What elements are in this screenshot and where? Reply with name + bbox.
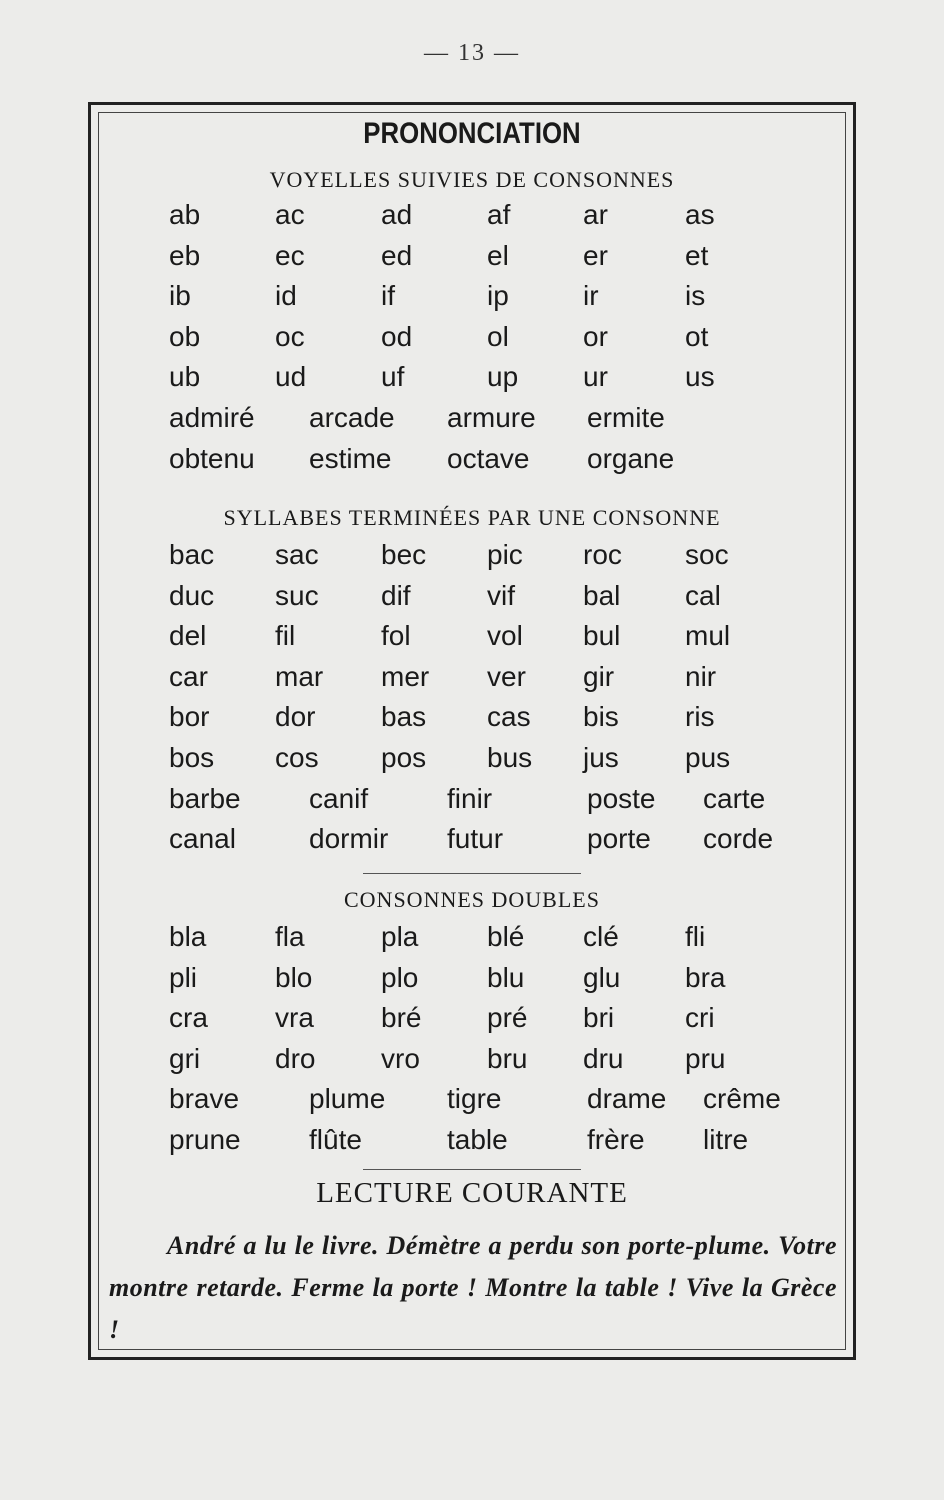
word-cell: poste [587,782,656,814]
word-cell: or [583,320,608,352]
page-number: — 13 — [424,40,520,66]
word-cell: bor [169,701,210,733]
word-cell: ot [685,320,709,352]
syllable-table [169,535,809,860]
word-cell: et [685,239,709,271]
word-cell: carte [703,782,766,814]
reading-text: André a lu le livre. Démètre a perdu son porte-plume. Votre montre retarde. Ferme la porte ! Montre la table ! Vive la Grèce ! [109,1231,837,1344]
word-cell: us [685,361,715,393]
word-cell: litre [703,1123,749,1155]
word-cell: ermite [587,401,665,433]
word-cell: eb [169,239,201,271]
word-row [169,697,809,738]
section-heading-vowels: VOYELLES SUIVIES DE CONSONNES [269,167,675,192]
word-cell: gir [583,660,615,692]
divider [363,873,581,874]
word-cell: dif [381,579,411,611]
word-cell: bul [583,620,621,652]
word-cell: ir [583,280,599,312]
word-cell: porte [587,823,651,855]
word-cell: obtenu [169,442,255,474]
word-cell: cra [169,1002,208,1034]
word-cell: er [583,239,608,271]
word-cell: ver [487,660,526,692]
word-cell: bla [169,921,207,952]
reading-heading: LECTURE COURANTE [316,1177,628,1209]
word-row [169,357,809,398]
word-cell: blu [487,961,525,993]
word-cell: fla [275,921,305,952]
word-cell: octave [447,442,530,474]
word-cell: cos [275,741,319,773]
lesson-frame [88,102,856,1360]
word-row [169,958,809,999]
word-cell: bus [487,741,533,773]
word-cell: bis [583,701,619,733]
word-cell: vro [381,1042,420,1074]
word-cell: uf [381,361,405,393]
vowel-consonant-table [169,195,809,479]
word-cell: dormir [309,823,389,855]
word-cell: ob [169,320,201,352]
word-cell: finir [447,782,493,814]
word-cell: fol [381,620,411,652]
word-row [169,236,809,277]
word-row [169,1039,809,1080]
word-cell: mul [685,620,731,652]
word-cell: ur [583,361,608,393]
word-cell: bra [685,961,726,993]
word-cell: ac [275,199,305,230]
word-cell: cal [685,579,721,611]
word-cell: jus [583,741,619,773]
word-row [169,779,809,820]
word-cell: soc [685,539,729,570]
word-cell: brave [169,1083,240,1115]
word-cell: oc [275,320,305,352]
word-cell: bas [381,701,427,733]
word-row [169,317,809,358]
word-cell: dro [275,1042,316,1074]
word-cell: frère [587,1123,645,1155]
word-cell: pré [487,1002,528,1034]
word-cell: vol [487,620,523,652]
word-cell: vra [275,1002,314,1034]
word-cell: ec [275,239,305,271]
word-row [169,1079,809,1120]
word-cell: pru [685,1042,726,1074]
word-row [169,439,809,480]
word-cell: admiré [169,401,255,433]
word-cell: up [487,361,519,393]
word-row [169,917,809,958]
word-cell: ab [169,199,201,230]
word-cell: corde [703,823,774,855]
word-cell: glu [583,961,621,993]
word-cell: arcade [309,401,395,433]
word-cell: crême [703,1083,781,1115]
word-cell: bré [381,1002,422,1034]
word-cell: duc [169,579,215,611]
word-cell: as [685,199,715,230]
word-cell: organe [587,442,675,474]
word-cell: clé [583,921,619,952]
word-cell: is [685,280,706,312]
word-row [169,576,809,617]
word-cell: plo [381,961,419,993]
word-cell: barbe [169,782,241,814]
word-cell: cri [685,1002,715,1034]
word-cell: id [275,280,297,312]
word-cell: suc [275,579,319,611]
word-cell: dru [583,1042,624,1074]
word-cell: del [169,620,207,652]
word-cell: pos [381,741,427,773]
word-cell: ris [685,701,715,733]
word-cell: canif [309,782,369,814]
word-row [169,616,809,657]
word-cell: ed [381,239,413,271]
word-cell: mar [275,660,324,692]
word-cell: pla [381,921,419,952]
word-cell: ub [169,361,201,393]
word-cell: fli [685,921,706,952]
word-cell: ad [381,199,413,230]
word-cell: af [487,199,511,230]
word-cell: ar [583,199,608,230]
word-cell: pic [487,539,523,570]
word-cell: canal [169,823,236,855]
word-cell: flûte [309,1123,362,1155]
word-cell: cas [487,701,531,733]
word-cell: estime [309,442,392,474]
double-consonant-table [169,917,809,1161]
word-row [169,998,809,1039]
word-cell: plume [309,1083,386,1115]
word-cell: futur [447,823,504,855]
word-cell: pus [685,741,731,773]
word-cell: vif [487,579,515,611]
divider [363,1169,581,1170]
word-cell: roc [583,539,622,570]
word-row [169,276,809,317]
page-title: PRONONCIATION [363,117,581,150]
word-cell: ip [487,280,509,312]
word-cell: if [381,280,395,312]
word-cell: fil [275,620,296,652]
word-cell: bac [169,539,215,570]
word-cell: ud [275,361,307,393]
word-cell: table [447,1123,508,1155]
section-heading-double-consonants: CONSONNES DOUBLES [344,887,600,912]
word-cell: nir [685,660,717,692]
word-cell: bos [169,741,215,773]
word-cell: bec [381,539,427,570]
word-cell: bru [487,1042,528,1074]
word-cell: gri [169,1042,201,1074]
word-cell: mer [381,660,430,692]
word-cell: tigre [447,1083,502,1115]
word-row [169,738,809,779]
word-cell: prune [169,1123,241,1155]
word-cell: dor [275,701,316,733]
word-row [169,398,809,439]
word-cell: ol [487,320,509,352]
word-row [169,657,809,698]
word-row [169,195,809,236]
word-cell: blé [487,921,525,952]
word-cell: od [381,320,413,352]
word-cell: bri [583,1002,615,1034]
word-cell: pli [169,961,198,993]
word-row [169,1120,809,1161]
word-cell: blo [275,961,313,993]
word-cell: bal [583,579,621,611]
word-cell: sac [275,539,319,570]
word-cell: ib [169,280,191,312]
word-cell: armure [447,401,536,433]
word-cell: car [169,660,208,692]
word-cell: drame [587,1083,667,1115]
word-row [169,819,809,860]
word-row [169,535,809,576]
word-cell: el [487,239,509,271]
section-heading-syllables: SYLLABES TERMINÉES PAR UNE CONSONNE [223,505,721,530]
